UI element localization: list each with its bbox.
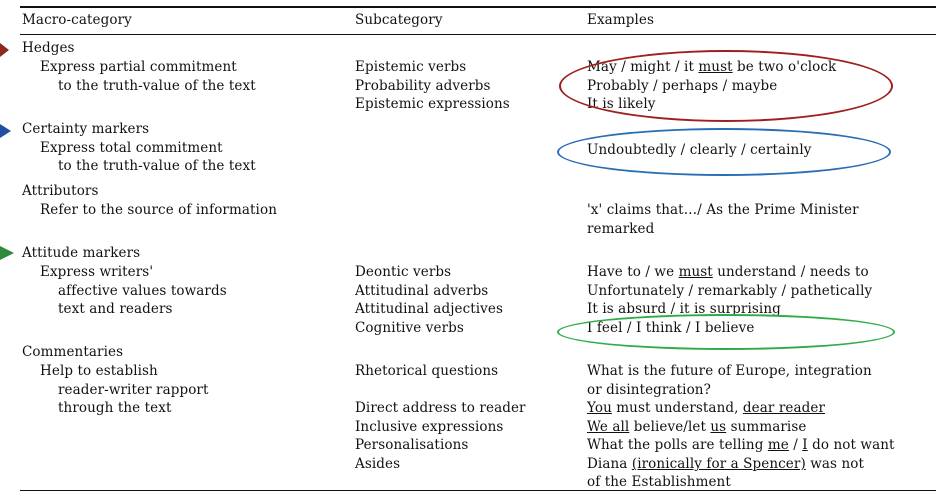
certainty-desc-1: Express total commitment: [40, 140, 223, 156]
example-text: was not: [805, 456, 864, 472]
commentaries-sub-inclusive-expressions: Inclusive expressions: [355, 419, 504, 435]
attitude-sub-attitudinal-adverbs: Attitudinal adverbs: [355, 283, 489, 299]
underlined-word: must: [678, 264, 713, 280]
underlined-word: You: [587, 400, 612, 416]
example-text: Have to / we: [587, 264, 679, 280]
attributors-desc-1: Refer to the source of information: [40, 202, 277, 218]
underlined-word: (ironically for a Spencer): [631, 456, 806, 472]
hedges-title: Hedges: [22, 40, 75, 56]
example-text: do not want: [807, 437, 895, 453]
attitude-title: Attitude markers: [22, 245, 141, 261]
underlined-word: us: [710, 419, 727, 435]
commentaries-desc-1: Help to establish: [40, 363, 158, 379]
example-text: be two o'clock: [732, 59, 837, 75]
attitude-arrow-icon: [0, 246, 14, 260]
underlined-word: must: [698, 59, 733, 75]
certainty-desc-2: to the truth-value of the text: [58, 158, 256, 174]
attitude-desc-2: affective values towards: [58, 283, 227, 299]
header-subcategory: Subcategory: [355, 12, 443, 28]
header-macro-category: Macro-category: [22, 12, 132, 28]
attitude-desc-3: text and readers: [58, 301, 173, 317]
attributors-example-1: 'x' claims that…/ As the Prime Minister: [587, 202, 859, 218]
certainty-example-1: Undoubtedly / clearly / certainly: [587, 142, 812, 158]
hedges-sub-epistemic-verbs: Epistemic verbs: [355, 59, 467, 75]
bottom-rule: [20, 490, 936, 491]
attitude-example-4: I feel / I think / I believe: [587, 320, 755, 336]
header-examples: Examples: [587, 12, 654, 28]
commentaries-example-1: What is the future of Europe, integration: [587, 363, 872, 379]
example-text: understand / needs to: [712, 264, 869, 280]
hedges-desc-1: Express partial commitment: [40, 59, 237, 75]
commentaries-example-4: [587, 419, 806, 436]
commentaries-sub-personalisations: Personalisations: [355, 437, 469, 453]
commentaries-example-2: or disintegration?: [587, 382, 711, 398]
hedges-highlight-oval: [559, 50, 893, 122]
top-rule: [20, 6, 936, 8]
example-text: must understand,: [611, 400, 743, 416]
attributors-title: Attributors: [22, 183, 99, 199]
attributors-example-2: remarked: [587, 221, 655, 237]
attitude-sub-cognitive-verbs: Cognitive verbs: [355, 320, 464, 336]
attitude-example-3: It is absurd / it is surprising: [587, 301, 781, 317]
example-text: May / might / it: [587, 59, 699, 75]
attitude-example-2: Unfortunately / remarkably / pathetically: [587, 283, 873, 299]
commentaries-sub-asides: Asides: [355, 456, 401, 472]
underlined-word: I: [802, 437, 808, 453]
commentaries-sub-direct-address: Direct address to reader: [355, 400, 526, 416]
commentaries-example-5: [587, 437, 895, 454]
example-text: What the polls are telling: [587, 437, 768, 453]
commentaries-example-3: [587, 400, 825, 417]
commentaries-example-7: of the Establishment: [587, 474, 731, 490]
commentaries-desc-3: through the text: [58, 400, 172, 416]
underlined-word: dear reader: [742, 400, 826, 416]
certainty-arrow-icon: [0, 124, 11, 138]
commentaries-title: Commentaries: [22, 344, 124, 360]
commentaries-desc-2: reader-writer rapport: [58, 382, 209, 398]
hedges-sub-epistemic-expressions: Epistemic expressions: [355, 96, 510, 112]
hedges-example-3: It is likely: [587, 96, 656, 112]
commentaries-sub-rhetorical-questions: Rhetorical questions: [355, 363, 499, 379]
hedges-sub-probability-adverbs: Probability adverbs: [355, 78, 491, 94]
hedges-arrow-icon: [0, 43, 9, 57]
hedges-desc-2: to the truth-value of the text: [58, 78, 256, 94]
underlined-word: We all: [587, 419, 630, 435]
attitude-sub-attitudinal-adjectives: Attitudinal adjectives: [355, 301, 504, 317]
example-text: Diana: [587, 456, 632, 472]
example-text: summarise: [726, 419, 807, 435]
commentaries-example-6: [587, 456, 864, 473]
example-text: /: [788, 437, 803, 453]
certainty-highlight-oval: [557, 128, 891, 176]
attitude-highlight-oval: [557, 314, 895, 350]
certainty-title: Certainty markers: [22, 121, 150, 137]
header-rule: [20, 34, 936, 35]
example-text: believe/let: [629, 419, 711, 435]
attitude-desc-1: Express writers': [40, 264, 154, 280]
attitude-sub-deontic-verbs: Deontic verbs: [355, 264, 452, 280]
underlined-word: me: [767, 437, 789, 453]
hedges-example-2: Probably / perhaps / maybe: [587, 78, 778, 94]
attitude-example-1: [587, 264, 869, 281]
